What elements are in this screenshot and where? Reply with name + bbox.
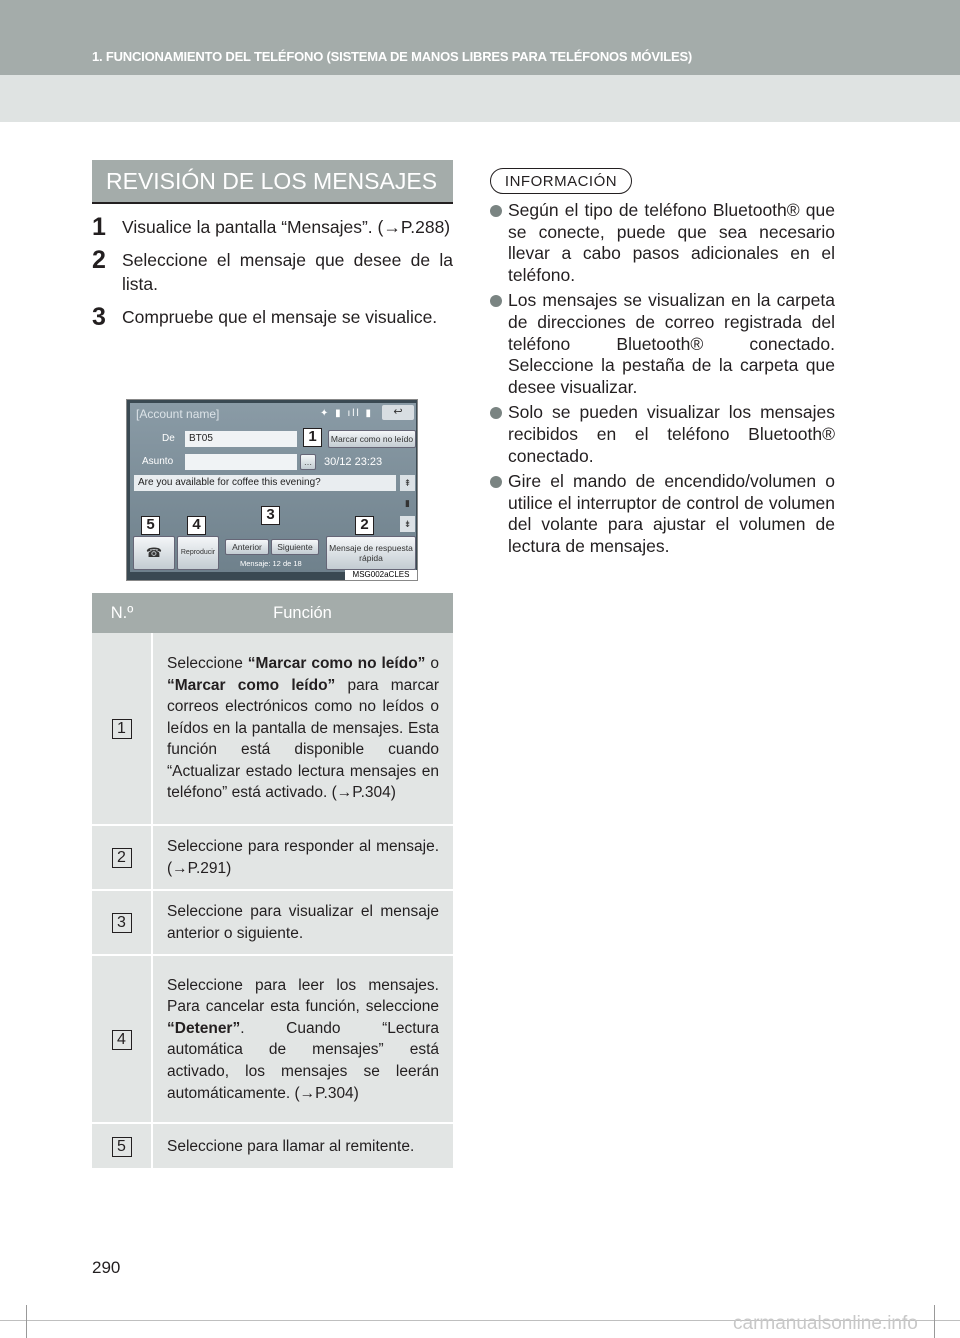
info-item: Gire el mando de encendido/volumen o utilice el interruptor de control de volumen del volante para ajustar el volumen de lectura de mensajes. [490,471,835,557]
row-number: 5 [112,1137,132,1157]
scroll-down-icon[interactable]: ⇟ [400,516,415,532]
table-row [92,633,453,825]
steps-list [92,215,453,338]
table-row [92,825,453,890]
next-button[interactable]: Siguiente [271,539,319,555]
info-item: Según el tipo de teléfono Bluetooth® que se conecte, puede que sea necesario llevar a cabo pasos adicionales en el teléfono. [490,200,835,286]
screen-account-name: [Account name] [136,407,220,421]
table-row [92,1123,453,1169]
row-description: Seleccione para llamar al remitente. [152,1123,453,1169]
bullet-icon [490,407,502,419]
subject-field [185,454,297,470]
row-number: 4 [112,1030,132,1050]
step-number: 3 [92,303,106,331]
header-bar [0,0,960,75]
info-list [490,200,835,562]
table-row [92,955,453,1123]
info-badge: INFORMACIÓN [490,168,632,194]
section-title: REVISIÓN DE LOS MENSAJES [92,160,453,202]
row-number: 1 [112,719,132,739]
call-sender-button[interactable] [133,536,175,570]
row-description: Seleccione para leer los mensajes. Para cancelar esta función, seleccione “Detener”. Cuando “Lectura automática de mensajes” está activado, los mensajes se leerán automáticamente. (→P.304) [152,955,453,1123]
row-description: Seleccione para responder al mensaje. (→P.291) [152,825,453,890]
info-item: Los mensajes se visualizan en la carpeta de direcciones de correo registrada del teléfono Bluetooth® conectado. Seleccione la pestaña de la carpeta que desee visualizar. [490,290,835,398]
figure-code: MSG002aCLES [345,570,417,580]
bullet-icon [490,295,502,307]
quick-reply-button[interactable]: Mensaje de respuesta rápida [326,536,416,570]
message-screen-illustration [126,399,418,581]
play-button[interactable]: Reproducir [177,536,219,570]
from-label: De [162,433,175,444]
date-field: 30/12 23:23 [324,456,383,468]
callout-1: 1 [303,428,322,447]
subject-label: Asunto [142,456,174,467]
back-button[interactable]: ↩ [382,405,414,420]
step-number: 2 [92,246,106,274]
from-field: BT05 [185,431,297,447]
section-divider [92,202,453,204]
breadcrumb: 1. FUNCIONAMIENTO DEL TELÉFONO (SISTEMA DE MANOS LIBRES PARA TELÉFONOS MÓVILES) [92,49,693,64]
step-text: Visualice la pantalla “Mensajes”. (→P.288) [122,217,451,237]
callout-4: 4 [187,516,206,535]
callout-2: 2 [355,516,374,535]
status-icons: ✦ ▮ ıll ▮ [320,408,373,419]
col-header-num: N.º [92,593,152,633]
page-number: 290 [92,1258,121,1277]
info-item: Solo se pueden visualizar los mensajes recibidos en el teléfono Bluetooth® conectado. [490,402,835,467]
attachment-icon[interactable]: … [300,454,316,470]
table-header-row [92,593,453,633]
phone-icon: ☎ [145,545,163,560]
mark-unread-button[interactable]: Marcar como no leído [328,430,416,448]
step-number: 1 [92,213,106,241]
row-description: Seleccione “Marcar como no leído” o “Marcar como leído” para marcar correos electrónicos como no leídos o leídos en la pantalla de mensajes. Esta función está disponible cuando “Actualizar estado lectura mensajes en teléfono” está activado. (→P.304) [152,633,453,825]
row-number: 3 [112,913,132,933]
step-item [92,215,453,239]
message-body: Are you available for coffee this evening? [134,475,396,491]
col-header-function: Función [152,593,453,633]
message-counter: Mensaje: 12 de 18 [240,559,302,568]
row-number: 2 [112,848,132,868]
screen-display [130,403,416,572]
function-table [92,593,453,1170]
row-description: Seleccione para visualizar el mensaje anterior o siguiente. [152,890,453,955]
callout-3: 3 [261,506,280,525]
step-item [92,305,453,329]
watermark: carmanualsonline.info [733,1313,918,1334]
table-row [92,890,453,955]
crop-mark-right [934,1305,935,1338]
step-text: Compruebe que el mensaje se visualice. [122,307,438,327]
scroll-up-icon[interactable]: ⇞ [400,475,415,491]
step-text: Seleccione el mensaje que desee de la lista. [122,250,453,294]
step-item [92,248,453,296]
previous-button[interactable]: Anterior [225,539,269,555]
bullet-icon [490,476,502,488]
callout-5: 5 [141,516,160,535]
crop-mark-left [26,1305,27,1338]
scrollbar[interactable]: ▮ [405,498,410,508]
bullet-icon [490,205,502,217]
